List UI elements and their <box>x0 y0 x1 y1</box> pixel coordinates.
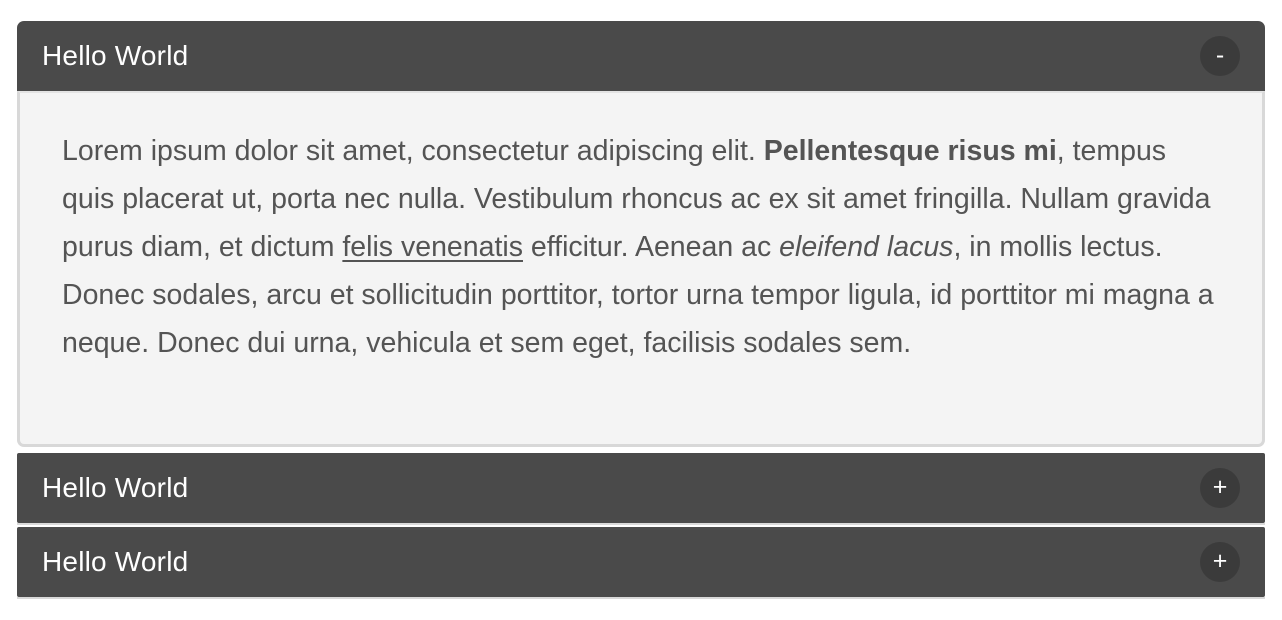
text-segment-underline: felis venenatis <box>342 231 523 263</box>
accordion-header-2[interactable] <box>17 453 1265 523</box>
text-segment-normal: , in mollis lectus. Donec sodales, arcu et sollicitudin porttitor, tortor urna tempor ligula, id porttitor mi magna a neque. Donec dui urna, vehicula et sem eget, facilisis sodales sem. <box>62 231 1214 359</box>
text-segment-normal: efficitur. Aenean ac <box>522 231 780 263</box>
accordion-title-1: Hello World <box>42 40 189 71</box>
expand-button-2[interactable] <box>1200 468 1240 508</box>
accordion-section-2 <box>17 453 1265 523</box>
expand-button-3[interactable] <box>1200 542 1240 582</box>
accordion-title-3: Hello World <box>42 546 189 577</box>
accordion-title-2: Hello World <box>42 472 189 503</box>
text-segment-bold: Pellentesque risus mi <box>763 135 1057 167</box>
panel-paragraph <box>62 127 1222 367</box>
text-segment-normal: Lorem ipsum dolor sit amet, consectetur adipiscing elit. <box>62 135 764 167</box>
plus-icon: + <box>1212 546 1228 575</box>
accordion-header-1[interactable] <box>17 21 1265 91</box>
accordion-header-3[interactable] <box>17 527 1265 597</box>
text-segment-italic: eleifend lacus <box>779 231 954 263</box>
accordion-section-1 <box>17 21 1265 447</box>
accordion-section-3 <box>17 527 1265 597</box>
text-segment-normal: , tempus quis placerat ut, porta nec nulla. Vestibulum rhoncus ac ex sit amet fringilla. Nullam gravida purus diam, et dictum <box>62 135 1211 263</box>
accordion-panel-1 <box>17 91 1265 447</box>
plus-icon: + <box>1212 472 1228 501</box>
minus-icon: - <box>1215 40 1225 69</box>
accordion <box>17 21 1265 597</box>
collapse-button-1[interactable] <box>1200 36 1240 76</box>
